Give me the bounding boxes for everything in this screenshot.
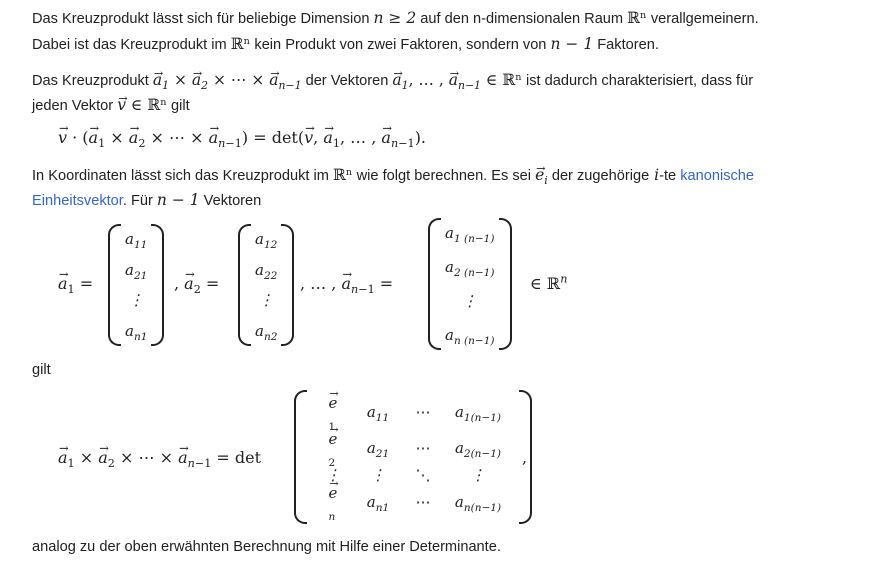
paragraph-closing: analog zu der oben erwähnten Berechnung mit Hilfe einer Determinante.	[32, 539, 501, 555]
math-n-minus-1: n − 1	[550, 35, 594, 53]
paragraph-intro-line2	[32, 32, 872, 58]
text: Vektoren	[203, 193, 262, 209]
math-ei: → $e_i$	[535, 166, 548, 184]
matrix-an: $a_{1 (n-1)}$ $a_{2 (n-1)}$ ⋮ $a_{n (n-1)}$	[428, 218, 512, 350]
text: verallgemeinern.	[650, 11, 759, 27]
paragraph-definition-line2	[32, 93, 872, 119]
text: der zugehörige	[551, 168, 650, 184]
math-n-minus-1: n − 1	[156, 191, 200, 209]
math-vectors: → $a_1$, … , → $a_{n-1}$ ∈ ℝⁿ	[392, 71, 522, 89]
paragraph-coordinates-line2	[32, 188, 872, 214]
matrix-a2: $a_{12}$ $a_{22}$ ⋮ $a_{n2}$	[238, 224, 294, 346]
text: jeden Vektor	[32, 98, 114, 114]
link-kanonische-einheitsvektor-cont[interactable]: Einheitsvektor	[32, 193, 123, 209]
paragraph-definition	[32, 68, 872, 94]
text: Dabei ist das Kreuzprodukt im	[32, 37, 227, 53]
math-product: → $a_1$ × → $a_2$ × ⋯ × → $a_{n-1}$	[153, 71, 302, 89]
math-Rn: ℝⁿ	[627, 9, 647, 27]
text: der Vektoren	[305, 73, 389, 89]
math-an-eq: , … , → $a_{n-1}$ =	[300, 274, 393, 293]
text: -te	[659, 168, 677, 184]
math-comma: ,	[522, 448, 528, 467]
text: . Für	[122, 193, 153, 209]
text: In Koordinaten lässt sich das Kreuzprodukt im	[32, 168, 329, 184]
text: Das Kreuzprodukt	[32, 73, 149, 89]
matrix-a1: $a_{11}$ $a_{21}$ ⋮ $a_{n1}$	[108, 224, 164, 346]
math-a1-eq: → $a_1$ =	[58, 274, 93, 293]
formula-determinant-characterization: → v · (→ $a_1$ × → $a_2$ × ⋯ × → $a_{n-1}) = \det(\to v$, → $a_1$, … , → $a_{n-1}$).	[58, 128, 426, 147]
text: wie folgt berechnen. Es sei	[356, 168, 532, 184]
text: Faktoren.	[597, 37, 659, 53]
text: ist dadurch charakterisiert, dass für	[525, 73, 754, 89]
text-gilt: gilt	[32, 362, 51, 378]
math-Rn: ℝⁿ	[230, 35, 251, 53]
paragraph-intro	[32, 6, 872, 32]
matrix-determinant: → e $_1$ $a_{11}$ ⋯ $a_{1(n-1)}$ → e $_2$ $a_{21}$ ⋯ $a_{2(n-1)}$ ⋮ ⋮ ⋱ ⋮ → e $_n$ $a_{n1}$ ⋯ $a_{n(n-1)}$	[294, 390, 532, 524]
math-a2-eq: , → $a_2$ =	[174, 274, 219, 293]
link-kanonische-einheitsvektor[interactable]: kanonische	[680, 168, 755, 184]
math-in-Rn: ∈ ℝ$^n$	[530, 272, 568, 293]
text: Das Kreuzprodukt lässt sich für beliebige Dimension	[32, 11, 370, 27]
math-i: i	[649, 166, 660, 184]
text: gilt	[170, 98, 190, 114]
text: kein Produkt von zwei Faktoren, sondern von	[254, 37, 547, 53]
math-v: → v ∈ ℝⁿ	[117, 96, 167, 114]
text: auf den n-dimensionalen Raum	[420, 11, 624, 27]
math-product-eq-det: → $a_1$ × → $a_2$ × ⋯ × → $a_{n-1} = \det$	[58, 448, 261, 467]
math-Rn: ℝⁿ	[332, 166, 353, 184]
paragraph-coordinates	[32, 163, 872, 189]
math-condition: n ≥ 2	[373, 9, 417, 27]
